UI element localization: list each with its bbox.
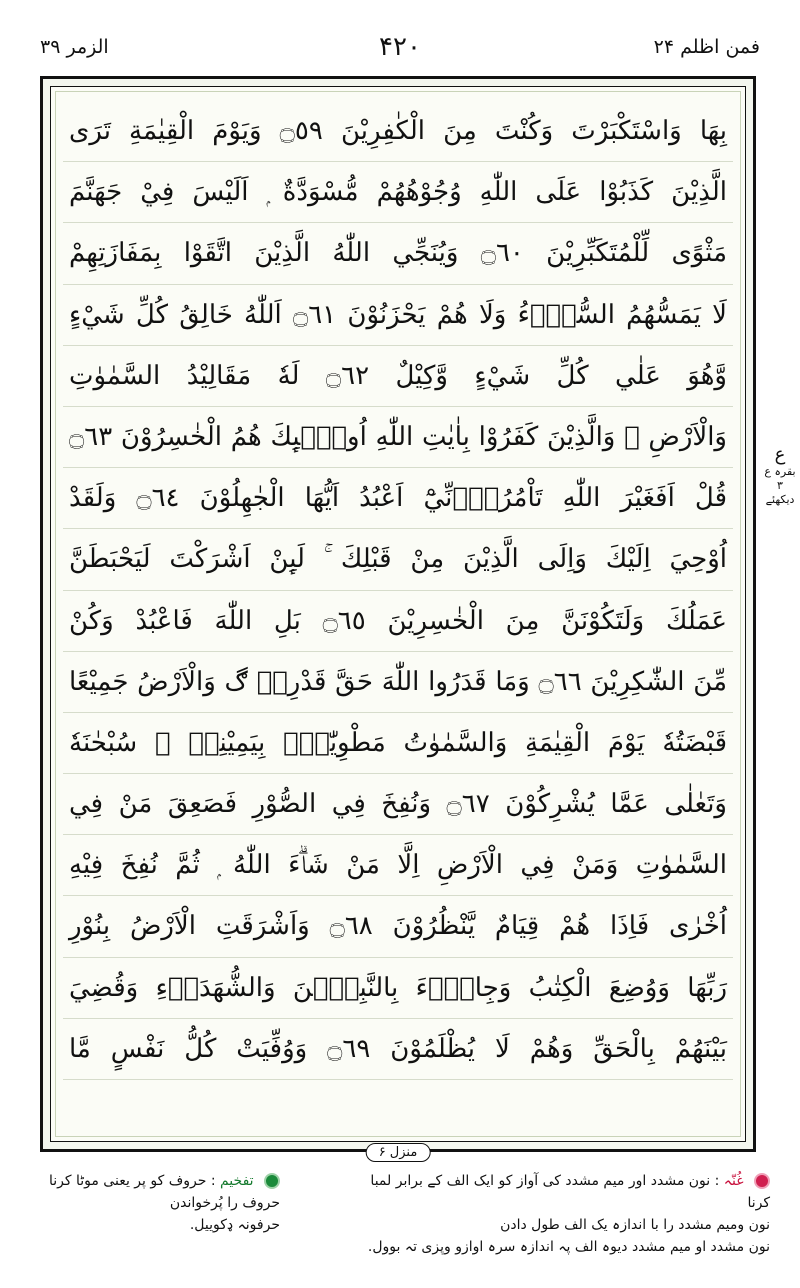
red-bullet-icon: [754, 1173, 770, 1189]
ruku-marker: ع: [774, 444, 786, 465]
green-bullet-icon: [264, 1173, 280, 1189]
verse-line: قَبْضَتُهٗ يَوْمَ الْقِيٰمَةِ وَالسَّمٰوٰتُ مَطْوِيّٰتٌۢ بِيَمِيْنِهٖ ۭ سُبْحٰنَهٗ: [63, 713, 733, 774]
ghunna-desc: : نون مشدد اور میم مشدد کی آواز کو ایک الف کے برابر لمبا کرنا: [370, 1173, 770, 1211]
text-frame: [50, 86, 746, 1142]
verse-line: عَمَلُكَ وَلَتَكُوْنَنَّ مِنَ الْخٰسِرِيْنَ ۝٦٥ بَلِ اللّٰهَ فَاعْبُدْ وَكُنْ: [63, 591, 733, 652]
verse-line: بَيْنَهُمْ بِالْحَقِّ وَهُمْ لَا يُظْلَمُوْنَ ۝٦٩ وَوُفِّيَتْ كُلُّ نَفْسٍ مَّا: [63, 1019, 733, 1080]
tafkheem-desc: : حروف کو پر یعنی موٹا کرنا: [48, 1173, 216, 1189]
verse-line: السَّمٰوٰتِ وَمَنْ فِي الْاَرْضِ اِلَّا مَنْ شَاۗءَ اللّٰهُ ۭ ثُمَّ نُفِخَ فِيْهِ: [63, 835, 733, 896]
tafkheem-desc: حرفونہ ډکوییل.: [189, 1217, 280, 1233]
tafkheem-legend: [30, 1170, 280, 1236]
page-border: [40, 76, 756, 1160]
verse-line: قُلْ اَفَغَيْرَ اللّٰهِ تَاْمُرُوْۗنِّيْٓ اَعْبُدُ اَيُّهَا الْجٰهِلُوْنَ ۝٦٤ وَلَقَدْ: [63, 468, 733, 529]
ghunna-legend: [350, 1170, 770, 1258]
manzil-label: منزل ۶: [366, 1143, 431, 1162]
ghunna-desc: نون ومیم مشدد را با اندازہ یک الف طول دادن: [500, 1217, 770, 1233]
verse-line: اُوْحِيَ اِلَيْكَ وَاِلَى الَّذِيْنَ مِنْ قَبْلِكَ ۚ لَىِٕنْ اَشْرَكْتَ لَيَحْبَطَنَّ: [63, 529, 733, 590]
verse-line: مِّنَ الشّٰكِرِيْنَ ۝٦٦ وَمَا قَدَرُوا اللّٰهَ حَقَّ قَدْرِهٖ ڰ وَالْاَرْضُ جَمِيْعًا: [63, 652, 733, 713]
verse-line: وَالْاَرْضِ ۭ وَالَّذِيْنَ كَفَرُوْا بِاٰيٰتِ اللّٰهِ اُولٰۗىِٕكَ هُمُ الْخٰسِرُوْنَ ۝٦٣: [63, 407, 733, 468]
verse-line: مَثْوًى لِّلْمُتَكَبِّرِيْنَ ۝٦٠ وَيُنَجِّي اللّٰهُ الَّذِيْنَ اتَّقَوْا بِمَفَازَتِهِمْ: [63, 223, 733, 284]
tajweed-legend: [30, 1160, 770, 1260]
verse-line: بِهَا وَاسْتَكْبَرْتَ وَكُنْتَ مِنَ الْكٰفِرِيْنَ ۝٥٩ وَيَوْمَ الْقِيٰمَةِ تَرَى: [63, 101, 733, 162]
verse-line: وَتَعٰلٰى عَمَّا يُشْرِكُوْنَ ۝٦٧ وَنُفِخَ فِي الصُّوْرِ فَصَعِقَ مَنْ فِي: [63, 774, 733, 835]
verse-line: وَّهُوَ عَلٰي كُلِّ شَيْءٍ وَّكِيْلٌ ۝٦٢ لَهٗ مَقَالِيْدُ السَّمٰوٰتِ: [63, 346, 733, 407]
ghunna-desc: نون مشدد او میم مشدد دیوہ الف پہ اندازہ سرہ اوازو وپزی تہ بوول.: [367, 1239, 770, 1255]
cross-reference: بقرہ ع ۳ دیکھئے: [764, 465, 796, 506]
surah-label: الزمر ۳۹: [40, 36, 109, 58]
verse-line: الَّذِيْنَ كَذَبُوْا عَلَى اللّٰهِ وُجُوْهُهُمْ مُّسْوَدَّةٌ ۭ اَلَيْسَ فِيْ جَهَنَّمَ: [63, 162, 733, 223]
ghunna-term: غُنّہ: [723, 1173, 744, 1189]
quran-text: [63, 101, 733, 1127]
tafkheem-desc: حروف را پُرخواندن: [169, 1195, 280, 1211]
page-header: [40, 32, 760, 68]
tafkheem-term: تفخیم: [219, 1173, 254, 1189]
verse-line: اُخْرٰى فَاِذَا هُمْ قِيَامٌ يَّنْظُرُوْنَ ۝٦٨ وَاَشْرَقَتِ الْاَرْضُ بِنُوْرِ: [63, 896, 733, 957]
page-number: ۴۲۰: [379, 32, 421, 62]
verse-line: رَبِّهَا وَوُضِعَ الْكِتٰبُ وَجِايْۗءَ بِالنَّبِيّٖنَ وَالشُّهَدَاۗءِ وَقُضِيَ: [63, 958, 733, 1019]
verse-line: لَا يَمَسُّهُمُ السُّوْۗءُ وَلَا هُمْ يَحْزَنُوْنَ ۝٦١ اَللّٰهُ خَالِقُ كُلِّ شَيْءٍ: [63, 285, 733, 346]
margin-note: [762, 444, 798, 504]
juz-label: فمن اظلم ۲۴: [653, 36, 760, 58]
